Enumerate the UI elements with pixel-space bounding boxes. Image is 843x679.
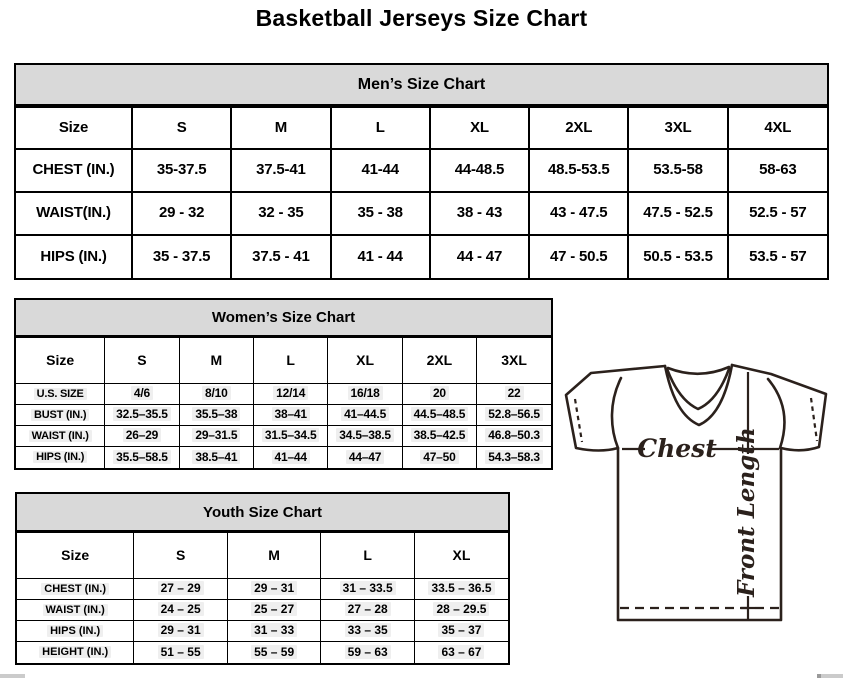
size-value-cell: 44–47 [328,447,402,468]
size-value-cell: 63 – 67 [414,642,508,663]
size-value-cell: 44 - 47 [430,235,529,278]
womens-size-chart-table [14,298,553,470]
row-label: WAIST(IN.) [16,192,132,235]
size-value-cell: 29 - 32 [132,192,231,235]
column-header-s: S [134,533,228,579]
size-value-cell: 44.5–48.5 [402,405,476,426]
size-value-cell: 31 – 33.5 [321,579,415,600]
size-value-cell: 38–41 [254,405,328,426]
row-label: WAIST (IN.) [17,600,134,621]
row-label: HIPS (IN.) [16,235,132,278]
size-value-cell: 52.8–56.5 [477,405,551,426]
size-value-cell: 27 – 28 [321,600,415,621]
column-header-3xl: 3XL [628,107,727,149]
size-value-cell: 46.8–50.3 [477,426,551,447]
size-value-cell: 35-37.5 [132,149,231,192]
size-value-cell: 58-63 [728,149,827,192]
size-value-cell: 51 – 55 [134,642,228,663]
size-value-cell: 32.5–35.5 [105,405,179,426]
column-header-s: S [132,107,231,149]
front-length-label: Front Length [733,427,760,597]
column-header-size: Size [17,533,134,579]
size-value-cell: 53.5-58 [628,149,727,192]
column-header-2xl: 2XL [402,338,476,384]
row-label: HIPS (IN.) [17,621,134,642]
size-value-cell: 16/18 [328,384,402,405]
size-value-cell: 43 - 47.5 [529,192,628,235]
jersey-diagram-svg [558,360,843,660]
table-row [16,192,827,235]
size-value-cell: 47–50 [402,447,476,468]
size-value-cell: 35 – 37 [414,621,508,642]
table-row [17,642,508,663]
column-header-m: M [179,338,253,384]
size-value-cell: 41–44.5 [328,405,402,426]
size-value-cell: 54.3–58.3 [477,447,551,468]
size-value-cell: 47.5 - 52.5 [628,192,727,235]
size-value-cell: 41–44 [254,447,328,468]
horizontal-scrollbar-left-button[interactable] [0,674,25,678]
table-row [17,600,508,621]
left-cuff-dashed-line [575,399,582,442]
size-value-cell: 38 - 43 [430,192,529,235]
size-value-cell: 31.5–34.5 [254,426,328,447]
table-row [16,235,827,278]
mens-table-title: Men’s Size Chart [16,65,827,106]
size-value-cell: 41 - 44 [331,235,430,278]
table-row [17,621,508,642]
size-value-cell: 4/6 [105,384,179,405]
size-value-cell: 33.5 – 36.5 [414,579,508,600]
size-value-cell: 34.5–38.5 [328,426,402,447]
row-label: U.S. SIZE [16,384,105,405]
jersey-outline [566,365,826,620]
column-header-4xl: 4XL [728,107,827,149]
size-value-cell: 35 - 37.5 [132,235,231,278]
size-value-cell: 28 – 29.5 [414,600,508,621]
size-value-cell: 8/10 [179,384,253,405]
row-label: WAIST (IN.) [16,426,105,447]
column-header-3xl: 3XL [477,338,551,384]
column-header-size: Size [16,338,105,384]
column-header-xl: XL [414,533,508,579]
column-header-2xl: 2XL [529,107,628,149]
right-cuff-dashed-line [811,398,817,441]
table-row [16,447,551,468]
jersey-left-armhole-seam [612,378,621,448]
jersey-collar-back-arc [668,367,729,374]
womens-table-grid [16,337,551,468]
mens-size-chart-table [14,63,829,280]
page-title: Basketball Jerseys Size Chart [255,5,588,31]
column-header-s: S [105,338,179,384]
size-value-cell: 38.5–42.5 [402,426,476,447]
size-value-cell: 22 [477,384,551,405]
column-header-m: M [231,107,330,149]
size-value-cell: 53.5 - 57 [728,235,827,278]
chest-label: Chest [637,434,717,463]
table-row [16,405,551,426]
column-header-m: M [227,533,321,579]
size-value-cell: 32 - 35 [231,192,330,235]
size-value-cell: 29 – 31 [227,579,321,600]
size-value-cell: 24 – 25 [134,600,228,621]
jersey-right-armhole-seam [768,379,784,448]
jersey-measurement-diagram [558,360,843,660]
column-header-l: L [254,338,328,384]
table-row [17,579,508,600]
size-value-cell: 20 [402,384,476,405]
size-value-cell: 47 - 50.5 [529,235,628,278]
row-label: HEIGHT (IN.) [17,642,134,663]
size-value-cell: 59 – 63 [321,642,415,663]
size-value-cell: 52.5 - 57 [728,192,827,235]
youth-table-grid [17,532,508,663]
column-header-size: Size [16,107,132,149]
size-value-cell: 31 – 33 [227,621,321,642]
row-label: BUST (IN.) [16,405,105,426]
column-header-l: L [321,533,415,579]
table-row [16,384,551,405]
column-header-xl: XL [430,107,529,149]
size-value-cell: 25 – 27 [227,600,321,621]
size-value-cell: 48.5-53.5 [529,149,628,192]
youth-size-chart-table [15,492,510,665]
horizontal-scrollbar-right-button[interactable] [817,674,843,678]
mens-table-grid [16,106,827,278]
size-value-cell: 37.5-41 [231,149,330,192]
size-value-cell: 44-48.5 [430,149,529,192]
size-value-cell: 35.5–58.5 [105,447,179,468]
size-value-cell: 37.5 - 41 [231,235,330,278]
size-value-cell: 27 – 29 [134,579,228,600]
row-label: CHEST (IN.) [16,149,132,192]
size-value-cell: 41-44 [331,149,430,192]
column-header-l: L [331,107,430,149]
row-label: CHEST (IN.) [17,579,134,600]
table-row [16,426,551,447]
womens-table-title: Women’s Size Chart [16,300,551,337]
size-value-cell: 55 – 59 [227,642,321,663]
size-value-cell: 29 – 31 [134,621,228,642]
row-label: HIPS (IN.) [16,447,105,468]
size-value-cell: 12/14 [254,384,328,405]
size-value-cell: 35 - 38 [331,192,430,235]
size-value-cell: 50.5 - 53.5 [628,235,727,278]
size-value-cell: 26–29 [105,426,179,447]
size-value-cell: 35.5–38 [179,405,253,426]
column-header-xl: XL [328,338,402,384]
table-row [16,149,827,192]
scrollbar-notch [817,674,821,678]
size-value-cell: 33 – 35 [321,621,415,642]
size-value-cell: 29–31.5 [179,426,253,447]
youth-table-title: Youth Size Chart [17,494,508,532]
size-value-cell: 38.5–41 [179,447,253,468]
